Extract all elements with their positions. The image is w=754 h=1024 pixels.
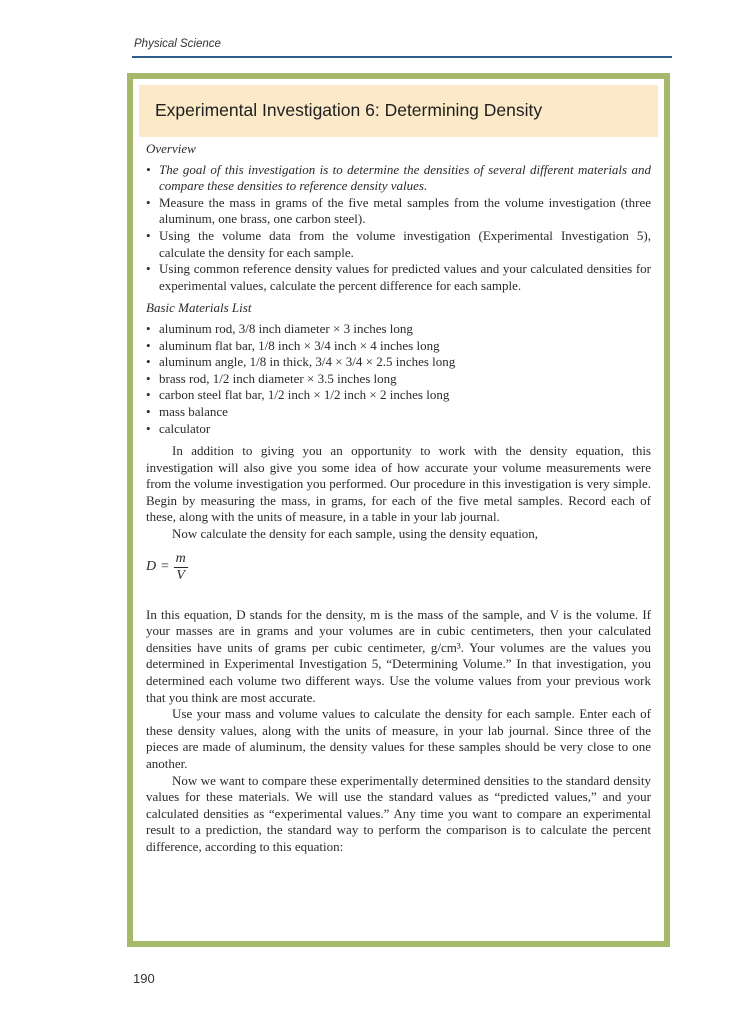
body-paragraph: Now calculate the density for each sample, using the density equation, bbox=[172, 526, 539, 542]
overview-item: • Using common reference density values for predicted values and your calculated densities for experimental values, calculate the percent difference for each sample. bbox=[146, 261, 651, 294]
title-bar bbox=[139, 85, 658, 137]
material-item: • aluminum rod, 3/8 inch diameter × 3 inches long bbox=[146, 321, 651, 338]
material-item: • aluminum angle, 1/8 in thick, 3/4 × 3/4 × 2.5 inches long bbox=[146, 354, 651, 371]
equation-denominator: V bbox=[176, 568, 185, 584]
overview-item: • Using the volume data from the volume investigation (Experimental Investigation 5), calculate the density for each sample. bbox=[146, 228, 651, 261]
investigation-box bbox=[127, 73, 670, 947]
material-item: • calculator bbox=[146, 421, 651, 438]
materials-heading: Basic Materials List bbox=[146, 300, 252, 316]
equation-numerator: m bbox=[175, 551, 186, 567]
page-number: 190 bbox=[133, 971, 155, 986]
overview-list bbox=[146, 162, 651, 295]
material-item: • aluminum flat bar, 1/8 inch × 3/4 inch × 4 inches long bbox=[146, 338, 651, 355]
overview-heading: Overview bbox=[146, 141, 196, 156]
equation-lhs: D bbox=[146, 559, 157, 575]
overview-item: • The goal of this investigation is to determine the densities of several different materials and compare these densities to reference density values. bbox=[146, 162, 651, 195]
header-rule bbox=[132, 56, 672, 58]
materials-list bbox=[146, 321, 651, 437]
box-content bbox=[146, 141, 651, 856]
body-paragraph: In addition to giving you an opportunity to work with the density equation, this investigation will also give you some idea of how accurate your volume measurements were from the volume investigation you performed. Our procedure in this investigation is very simple. Begin by measuring the mass, in grams, for each of the five metal samples. Record each of these, along with the units of measure, in a table in your lab journal. bbox=[146, 443, 651, 525]
body-paragraph: In this equation, D stands for the density, m is the mass of the sample, and V is the volume. If your masses are in grams and your volumes are in cubic centimeters, then your calculated densities have units of grams per cubic centimeter, g/cm³. Your volumes are the values you determined in Experimental Investigation 5, “Determining Volume.” In that investigation, you determined each volume two different ways. Use the volume values from your previous work that you think are most accurate. bbox=[146, 606, 651, 705]
material-item: • brass rod, 1/2 inch diameter × 3.5 inches long bbox=[146, 371, 651, 388]
overview-item: • Measure the mass in grams of the five metal samples from the volume investigation (three aluminum, one brass, one carbon steel). bbox=[146, 195, 651, 228]
body-paragraph: Use your mass and volume values to calculate the density for each sample. Enter each of these density values, along with the units of measure, in your lab journal. Since three of the pieces are made of aluminum, the density values for these samples should be very close to one another. bbox=[146, 706, 651, 771]
equation-equals: = bbox=[160, 559, 170, 575]
body-paragraph: Now we want to compare these experimentally determined densities to the standard density values for these materials. We will use the standard values as “predicted values,” and your calculated densities as “experimental values.” Any time you want to compare an experimental result to a prediction, the standard way to perform the comparison is to calculate the percent difference, according to this equation: bbox=[146, 772, 651, 854]
density-equation bbox=[146, 543, 651, 593]
equation-fraction bbox=[174, 551, 188, 584]
investigation-title: Experimental Investigation 6: Determining Density bbox=[155, 100, 543, 120]
material-item: • mass balance bbox=[146, 404, 651, 421]
material-item: • carbon steel flat bar, 1/2 inch × 1/2 inch × 2 inches long bbox=[146, 387, 651, 404]
running-head: Physical Science bbox=[134, 38, 221, 50]
